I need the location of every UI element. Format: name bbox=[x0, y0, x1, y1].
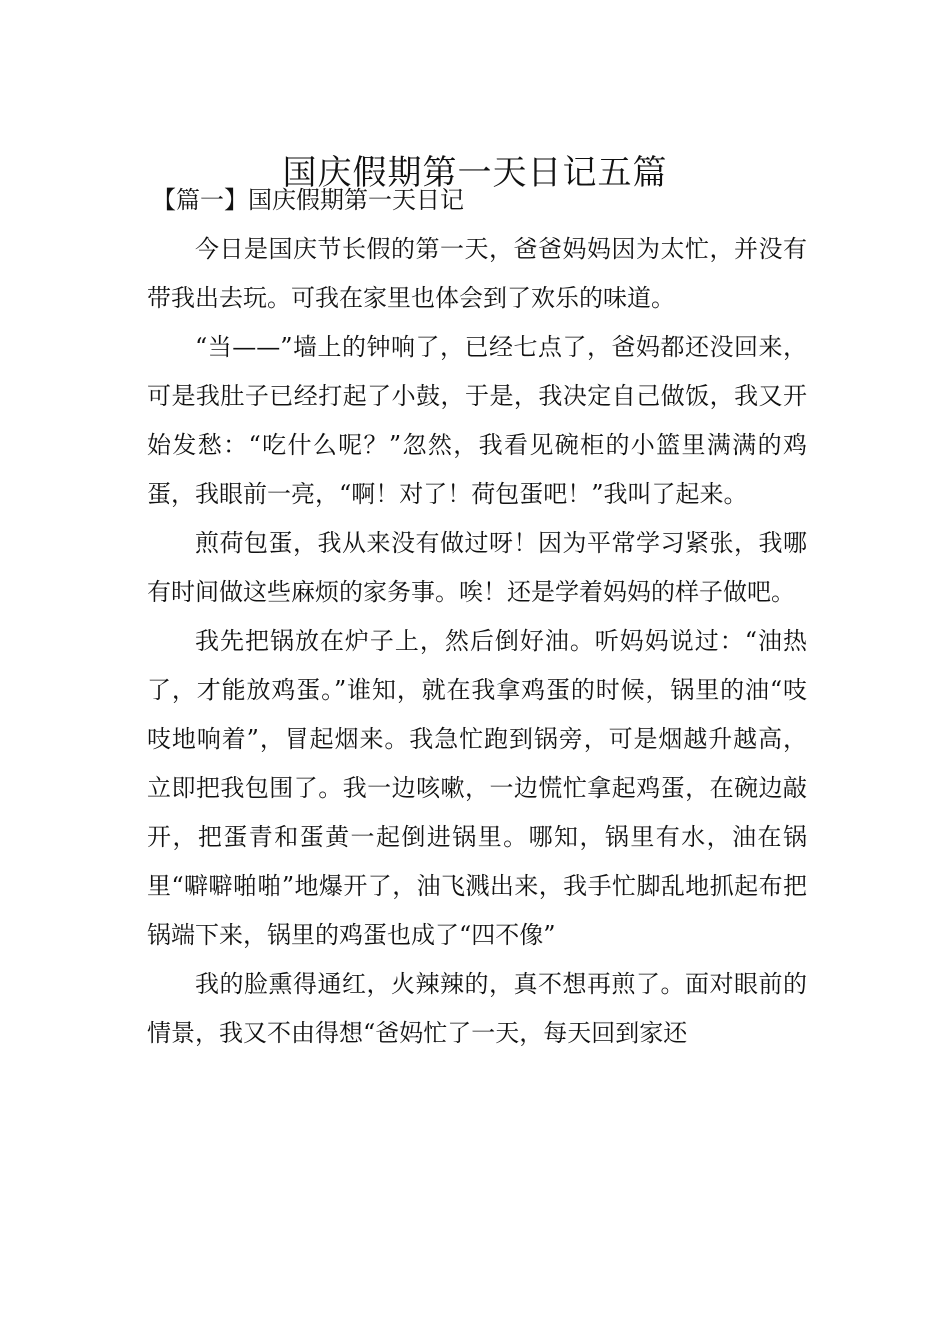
paragraph-2: “当——”墙上的钟响了，已经七点了，爸妈都还没回来，可是我肚子已经打起了小鼓，于是，我决定自己做饭，我又开始发愁：“吃什么呢？”忽然，我看见碗柜的小篮里满满的鸡蛋，我眼前一亮，“啊！对了！荷包蛋吧！”我叫了起来。 bbox=[147, 333, 807, 508]
document-title: 国庆假期第一天日记五篇 bbox=[282, 152, 668, 193]
document-body bbox=[147, 225, 807, 1058]
section-heading: 【篇一】国庆假期第一天日记 bbox=[152, 186, 464, 214]
paragraph-3: 煎荷包蛋，我从来没有做过呀！因为平常学习紧张，我哪有时间做这些麻烦的家务事。唉！还是学着妈妈的样子做吧。 bbox=[147, 529, 807, 606]
paragraph-5: 我的脸熏得通红，火辣辣的，真不想再煎了。面对眼前的情景，我又不由得想“爸妈忙了一天，每天回到家还 bbox=[147, 970, 807, 1047]
paragraph-1: 今日是国庆节长假的第一天，爸爸妈妈因为太忙，并没有带我出去玩。可我在家里也体会到了欢乐的味道。 bbox=[147, 235, 807, 312]
paragraph-4: 我先把锅放在炉子上，然后倒好油。听妈妈说过：“油热了，才能放鸡蛋。”谁知，就在我拿鸡蛋的时候，锅里的油“吱吱地响着”，冒起烟来。我急忙跑到锅旁，可是烟越升越高，立即把我包围了。我一边咳嗽，一边慌忙拿起鸡蛋，在碗边敲开，把蛋青和蛋黄一起倒进锅里。哪知，锅里有水，油在锅里“噼噼啪啪”地爆开了，油飞溅出来，我手忙脚乱地抓起布把锅端下来，锅里的鸡蛋也成了“四不像” bbox=[147, 627, 807, 949]
